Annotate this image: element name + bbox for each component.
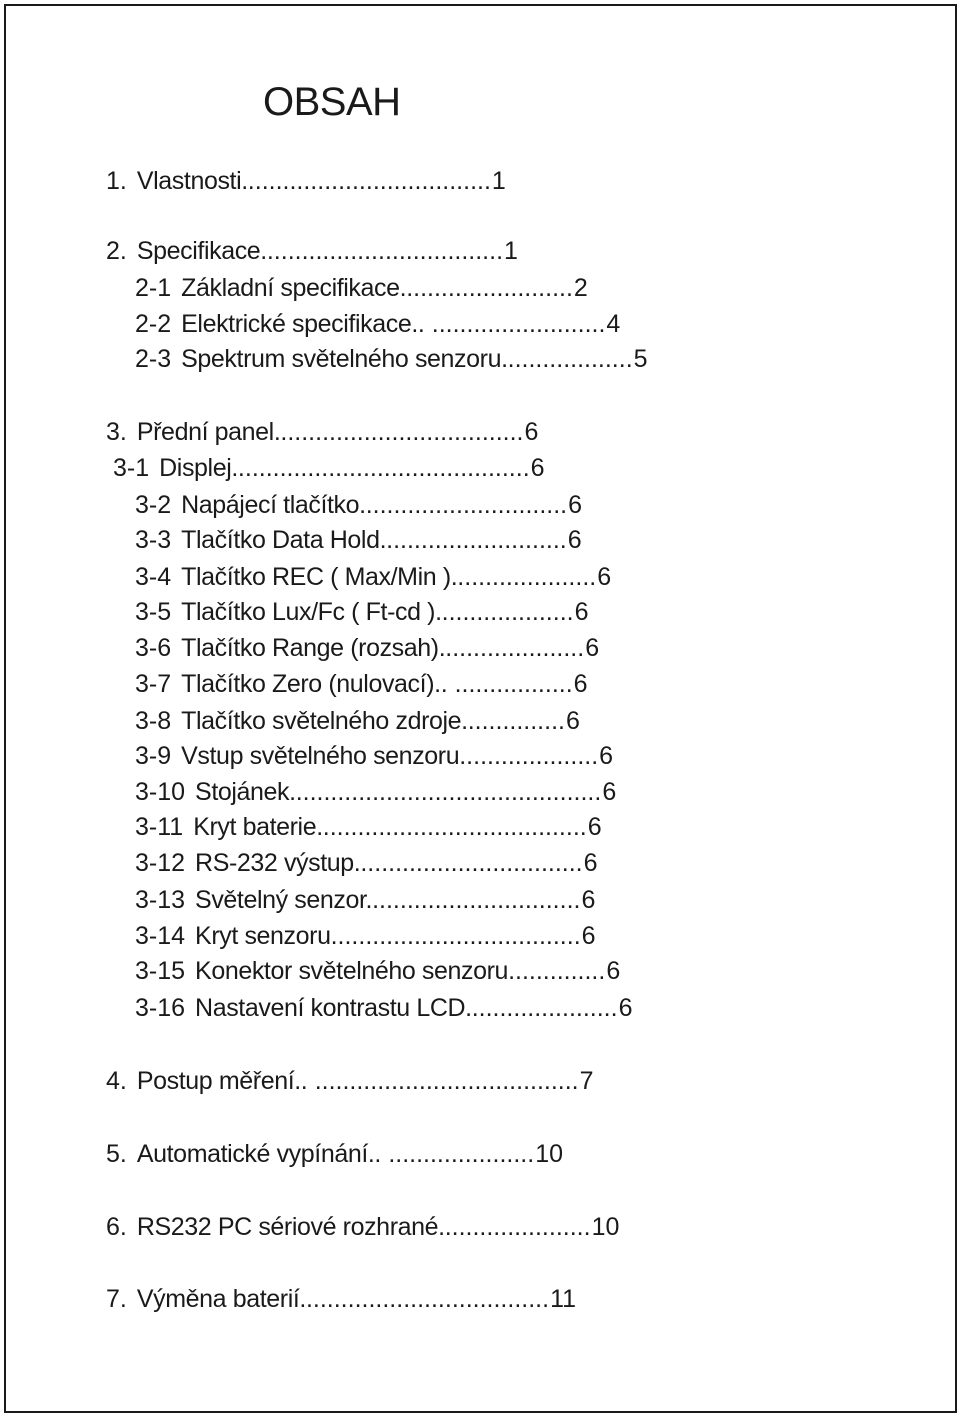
toc-entry: 7. Výměna baterií....................................11 [106,1285,577,1313]
toc-entry: 3-2 Napájecí tlačítko..............................6 [135,491,583,519]
toc-entry: 3-9 Vstup světelného senzoru....................6 [135,742,614,770]
toc-entry: 3-5 Tlačítko Lux/Fc ( Ft-cd )....................6 [135,598,589,626]
toc-entry: 6. RS232 PC sériové rozhrané......................10 [106,1213,620,1241]
toc-entry: 5. Automatické vypínání.. .....................10 [106,1140,563,1168]
toc-entry: 3-16 Nastavení kontrastu LCD......................6 [135,994,633,1022]
toc-entry: 3-11 Kryt baterie.......................................6 [135,813,602,841]
toc-entry: 3-7 Tlačítko Zero (nulovací).. .................6 [135,670,588,698]
toc-entry: 3-1 Displej...........................................6 [113,454,545,482]
toc-entry: 3-6 Tlačítko Range (rozsah).....................6 [135,634,600,662]
toc-entry: 1. Vlastnosti....................................1 [106,167,506,195]
toc-entry: 3-4 Tlačítko REC ( Max/Min ).....................6 [135,563,612,591]
toc-entry: 3-13 Světelný senzor...............................6 [135,886,596,914]
toc-entry: 2-3 Spektrum světelného senzoru...................5 [135,345,648,373]
toc-entry: 3. Přední panel....................................6 [106,418,539,446]
toc-entry: 3-3 Tlačítko Data Hold...........................6 [135,526,582,554]
toc-entry: 2. Specifikace...................................1 [106,237,518,265]
toc-entry: 2-1 Základní specifikace.........................2 [135,274,588,302]
toc-entry: 4. Postup měření.. ......................................7 [106,1067,594,1095]
toc-entry: 2-2 Elektrické specifikace.. .........................4 [135,310,621,338]
toc-entry: 3-10 Stojánek.............................................6 [135,778,617,806]
toc-entry: 3-8 Tlačítko světelného zdroje...............6 [135,707,580,735]
toc-entry: 3-12 RS-232 výstup.................................6 [135,849,598,877]
page-title: OBSAH [263,80,401,124]
toc-entry: 3-14 Kryt senzoru....................................6 [135,922,596,950]
toc-entry: 3-15 Konektor světelného senzoru..............6 [135,957,621,985]
